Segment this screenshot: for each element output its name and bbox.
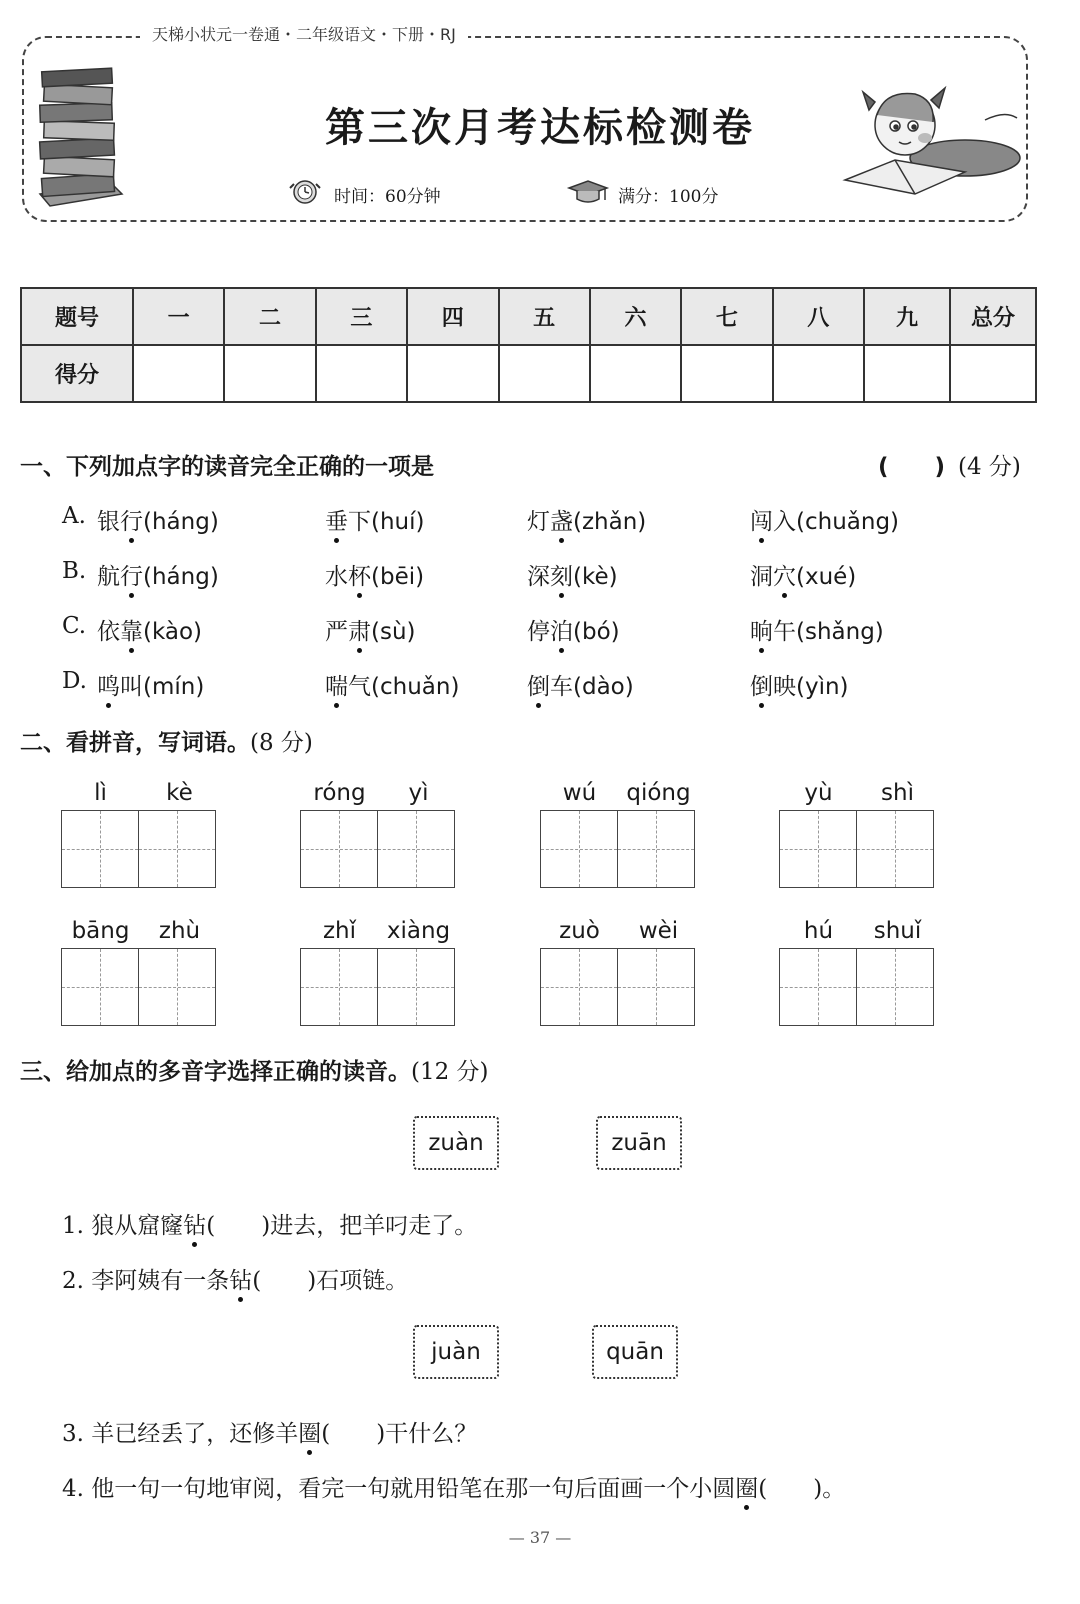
header-cell: 七 [681,288,772,345]
score-cell[interactable] [499,345,590,402]
option-word: 深刻(kè) [527,558,618,591]
header-cell: 题号 [21,288,133,345]
score-table [20,287,1037,403]
header-cell: 四 [407,288,498,345]
tianzige-box[interactable] [540,810,618,888]
option-word: 停泊(bó) [527,613,620,646]
tianzige-box[interactable] [377,810,455,888]
section1-title: 一、下列加点字的读音完全正确的一项是 [20,454,434,480]
page-title: 第三次月考达标检测卷 [325,104,755,151]
score-cell[interactable] [224,345,315,402]
tianzige-box[interactable] [377,948,455,1026]
pinyin-label: xiàng [386,918,451,944]
option-word: 倒车(dào) [527,668,634,701]
question-4: 4. 他一句一句地审阅，看完一句就用铅笔在那一句后面画一个小圆圈( )。 [62,1470,845,1503]
option-word: 灯盏(zhǎn) [527,503,646,536]
pinyin-label: shuǐ [873,918,922,944]
girl-reading-illustration [835,80,1025,200]
option-word: 银行(háng) [97,503,219,536]
pinyin-label: hú [803,918,834,944]
tianzige-box[interactable] [300,810,378,888]
tianzige-box[interactable] [856,810,934,888]
clock-icon [285,178,325,206]
score-cell[interactable] [590,345,681,402]
tianzige-box[interactable] [779,948,857,1026]
pinyin-label: qióng [626,780,691,806]
header-cell: 六 [590,288,681,345]
option-letter: C. [62,613,87,639]
tianzige-box[interactable] [617,948,695,1026]
pinyin-label: shì [881,780,914,806]
score-cell[interactable] [316,345,407,402]
header-cell: 五 [499,288,590,345]
pinyin-label: zuò [559,918,600,944]
header-cell: 一 [133,288,224,345]
option-word: 依靠(kào) [97,613,202,646]
page-number: — 37 — [508,1528,572,1547]
option-word: 鸣叫(mín) [97,668,204,701]
pinyin-label: kè [166,780,193,806]
tianzige-box[interactable] [617,810,695,888]
score-cell[interactable] [864,345,950,402]
pinyin-label: zhù [158,918,201,944]
question-2: 2. 李阿姨有一条钻( )石项链。 [62,1262,408,1295]
pinyin-label: wèi [638,918,679,944]
pinyin-label: yù [804,780,833,806]
header-cell: 九 [864,288,950,345]
full-score: 满分：100分 [618,187,719,207]
header-cell: 三 [316,288,407,345]
tianzige-box[interactable] [300,948,378,1026]
series-title: 天梯小状元一卷通・二年级语文・下册・RJ [140,22,468,45]
question-1: 1. 狼从窟窿钻( )进去，把羊叼走了。 [62,1207,477,1240]
option-word: 倒映(yìn) [750,668,849,701]
pinyin-label: yì [408,780,429,806]
pinyin-choice: juàn [413,1325,499,1379]
pinyin-label: lì [94,780,107,806]
option-word: 严肃(sù) [325,613,416,646]
option-word: 闯入(chuǎng) [750,503,899,536]
section2-title: 二、看拼音，写词语。(8 分) [20,730,313,756]
pinyin-choice: quān [592,1325,678,1379]
option-letter: B. [62,558,87,584]
option-letter: A. [62,503,86,529]
tianzige-box[interactable] [856,948,934,1026]
tianzige-box[interactable] [540,948,618,1026]
score-table-header-row [21,288,1036,345]
time-limit: 时间：60分钟 [334,187,441,207]
section1-points: (4 分) [958,454,1021,480]
score-cell[interactable] [950,345,1036,402]
option-letter: D. [62,668,87,694]
score-cell[interactable] [773,345,864,402]
pinyin-label: róng [313,780,366,806]
pinyin-label: bāng [71,918,130,944]
score-row-label: 得分 [21,345,133,402]
header-cell: 八 [773,288,864,345]
score-cell[interactable] [407,345,498,402]
tianzige-box[interactable] [138,948,216,1026]
tianzige-box[interactable] [61,810,139,888]
option-word: 航行(háng) [97,558,219,591]
graduation-cap-icon [565,178,611,206]
section3-title: 三、给加点的多音字选择正确的读音。(12 分) [20,1059,489,1085]
pinyin-label: wú [562,780,597,806]
option-word: 晌午(shǎng) [750,613,884,646]
score-table-score-row [21,345,1036,402]
option-word: 喘气(chuǎn) [325,668,459,701]
tianzige-box[interactable] [61,948,139,1026]
header-cell: 二 [224,288,315,345]
option-word: 垂下(huí) [325,503,425,536]
option-word: 洞穴(xué) [750,558,856,591]
question-3: 3. 羊已经丢了，还修羊圈( )干什么？ [62,1415,477,1448]
pinyin-choice: zuān [596,1116,682,1170]
answer-paren[interactable]: ( ) [878,454,946,480]
tianzige-box[interactable] [779,810,857,888]
score-cell[interactable] [133,345,224,402]
header-cell: 总分 [950,288,1036,345]
option-word: 水杯(bēi) [325,558,424,591]
score-cell[interactable] [681,345,772,402]
pinyin-label: zhǐ [322,918,357,944]
pinyin-choice: zuàn [413,1116,499,1170]
tianzige-box[interactable] [138,810,216,888]
